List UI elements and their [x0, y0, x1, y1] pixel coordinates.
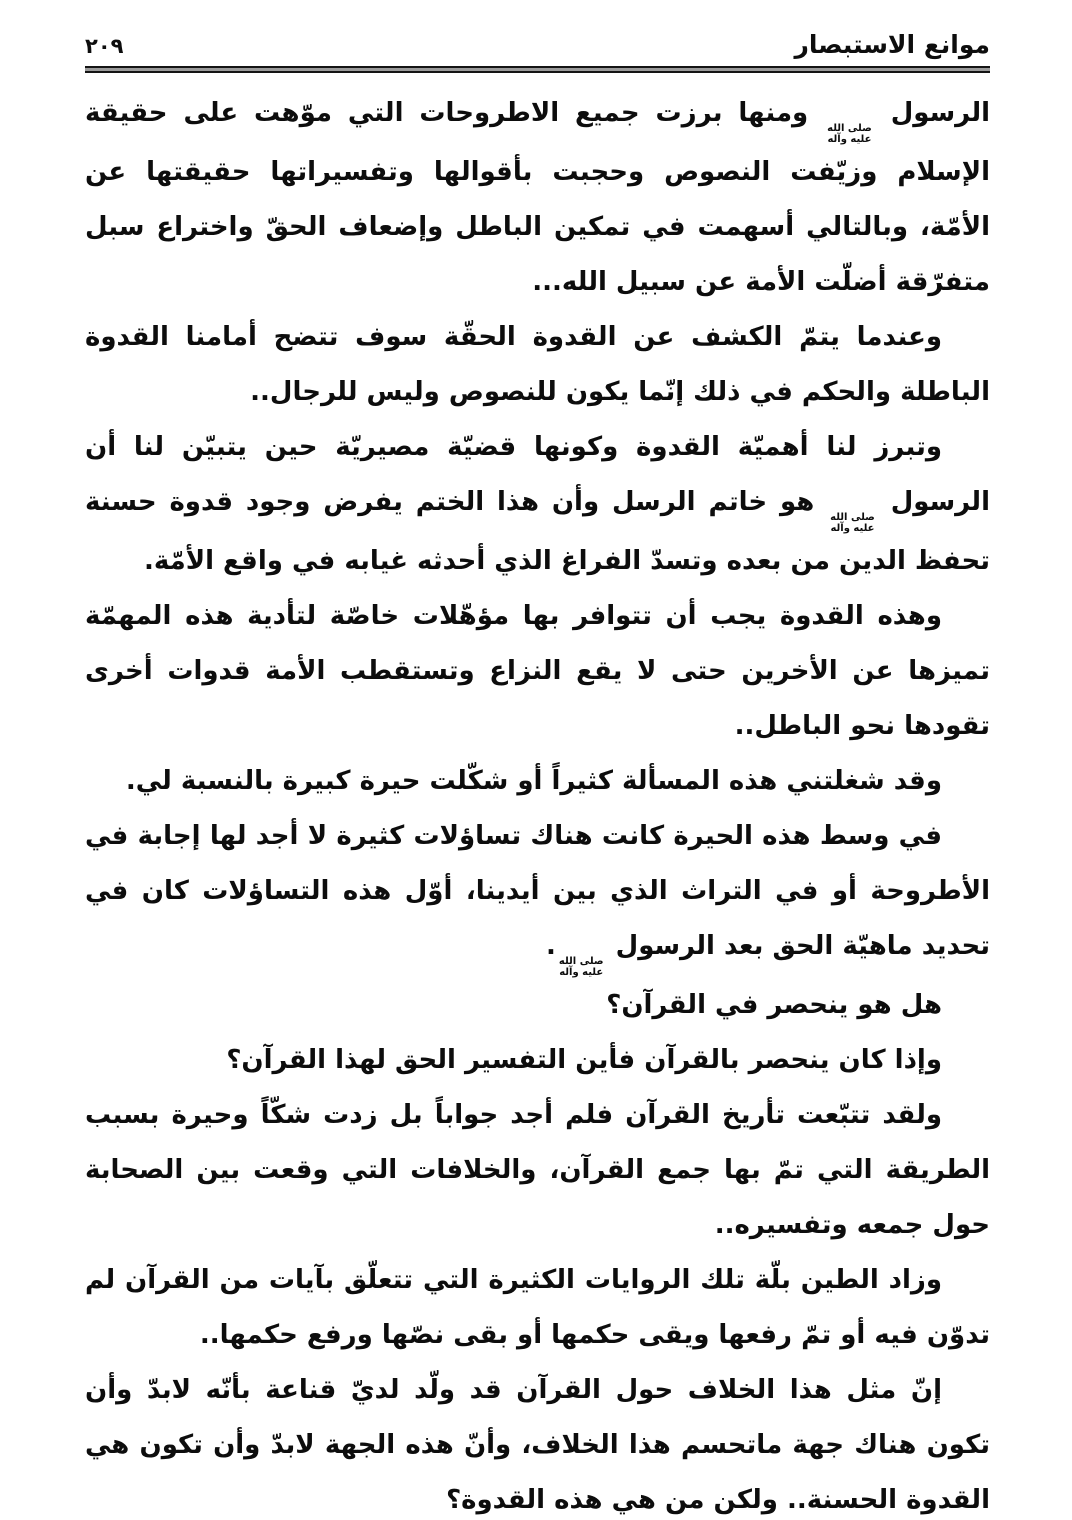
paragraph: ولقد تتبّعت تأريخ القرآن فلم أجد جواباً بل زدت شكّاً وحيرة بسبب الطريقة التي تمّ بها جمع القرآن، والخلافات التي وقعت بين الصحابة حول جمعه وتفسيره.. [85, 1100, 990, 1240]
paragraph: وعندما يتمّ الكشف عن القدوة الحقّة سوف تتضح أمامنا القدوة الباطلة والحكم في ذلك إنّما يكون للنصوص وليس للرجال.. [85, 322, 990, 407]
sallallahu-seal-icon: صلى الله عليه وآله [830, 512, 875, 534]
sallallahu-seal-icon: صلى الله عليه وآله [558, 956, 604, 978]
paragraph: وقد شغلتني هذه المسألة كثيراً أو شكّلت حيرة كبيرة بالنسبة لي. [125, 766, 942, 796]
page-header [0, 0, 1072, 59]
paragraph: في وسط هذه الحيرة كانت هناك تساؤلات كثيرة لا أجد لها إجابة في الأطروحة أو في التراث الذي بين أيدينا، أوّل هذه التساؤلات كان في تحديد ماهيّة الحق بعد الرسول صلى الله عليه وآله . [85, 821, 990, 978]
paragraph: وتبرز لنا أهميّة القدوة وكونها قضيّة مصيريّة حين يتبيّن لنا أن الرسول صلى الله عليه وآله هو خاتم الرسل وأن هذا الختم يفرض وجود قدوة حسنة تحفظ الدين من بعده وتسدّ الفراغ الذي أحدثه غيابه في واقع الأمّة. [85, 432, 990, 576]
page-body-text [0, 73, 1072, 1520]
paragraph: وزاد الطين بلّة تلك الروايات الكثيرة التي تتعلّق بآيات من القرآن لم تدوّن فيه أو تمّ رفعها ويقى حكمها أو بقى نصّها ورفع حكمها.. [85, 1265, 990, 1350]
page-number: ٢٠٩ [85, 34, 124, 58]
header-double-rule [85, 66, 990, 73]
sallallahu-seal-icon: صلى الله عليه وآله [827, 123, 872, 145]
paragraph: وهذه القدوة يجب أن تتوافر بها مؤهّلات خاصّة لتأدية هذه المهمّة تميزها عن الأخرين حتى لا يقع النزاع وتستقطب الأمة قدوات أخرى تقودها نحو الباطل.. [85, 601, 990, 741]
paragraph: إنّ مثل هذا الخلاف حول القرآن قد ولّد لديّ قناعة بأنّه لابدّ وأن تكون هناك جهة ماتحسم هذا الخلاف، وأنّ هذه الجهة لابدّ وأن تكون هي القدوة الحسنة.. ولكن من هي هذه القدوة؟ [85, 1375, 990, 1515]
paragraph: هل هو ينحصر في القرآن؟ [606, 990, 942, 1020]
paragraph: وإذا كان ينحصر بالقرآن فأين التفسير الحق لهذا القرآن؟ [226, 1045, 942, 1075]
paragraph: الرسول صلى الله عليه وآله ومنها برزت جميع الاطروحات التي موّهت على حقيقة الإسلام وزيّفت النصوص وحجبت بأقوالها وتفسيراتها حقيقتها عن الأمّة، وبالتالي أسهمت في تمكين الباطل وإضعاف الحقّ واختراع سبل متفرّقة أضلّت الأمة عن سبيل الله... [85, 98, 990, 297]
book-section-title: موانع الاستبصار [794, 30, 990, 59]
